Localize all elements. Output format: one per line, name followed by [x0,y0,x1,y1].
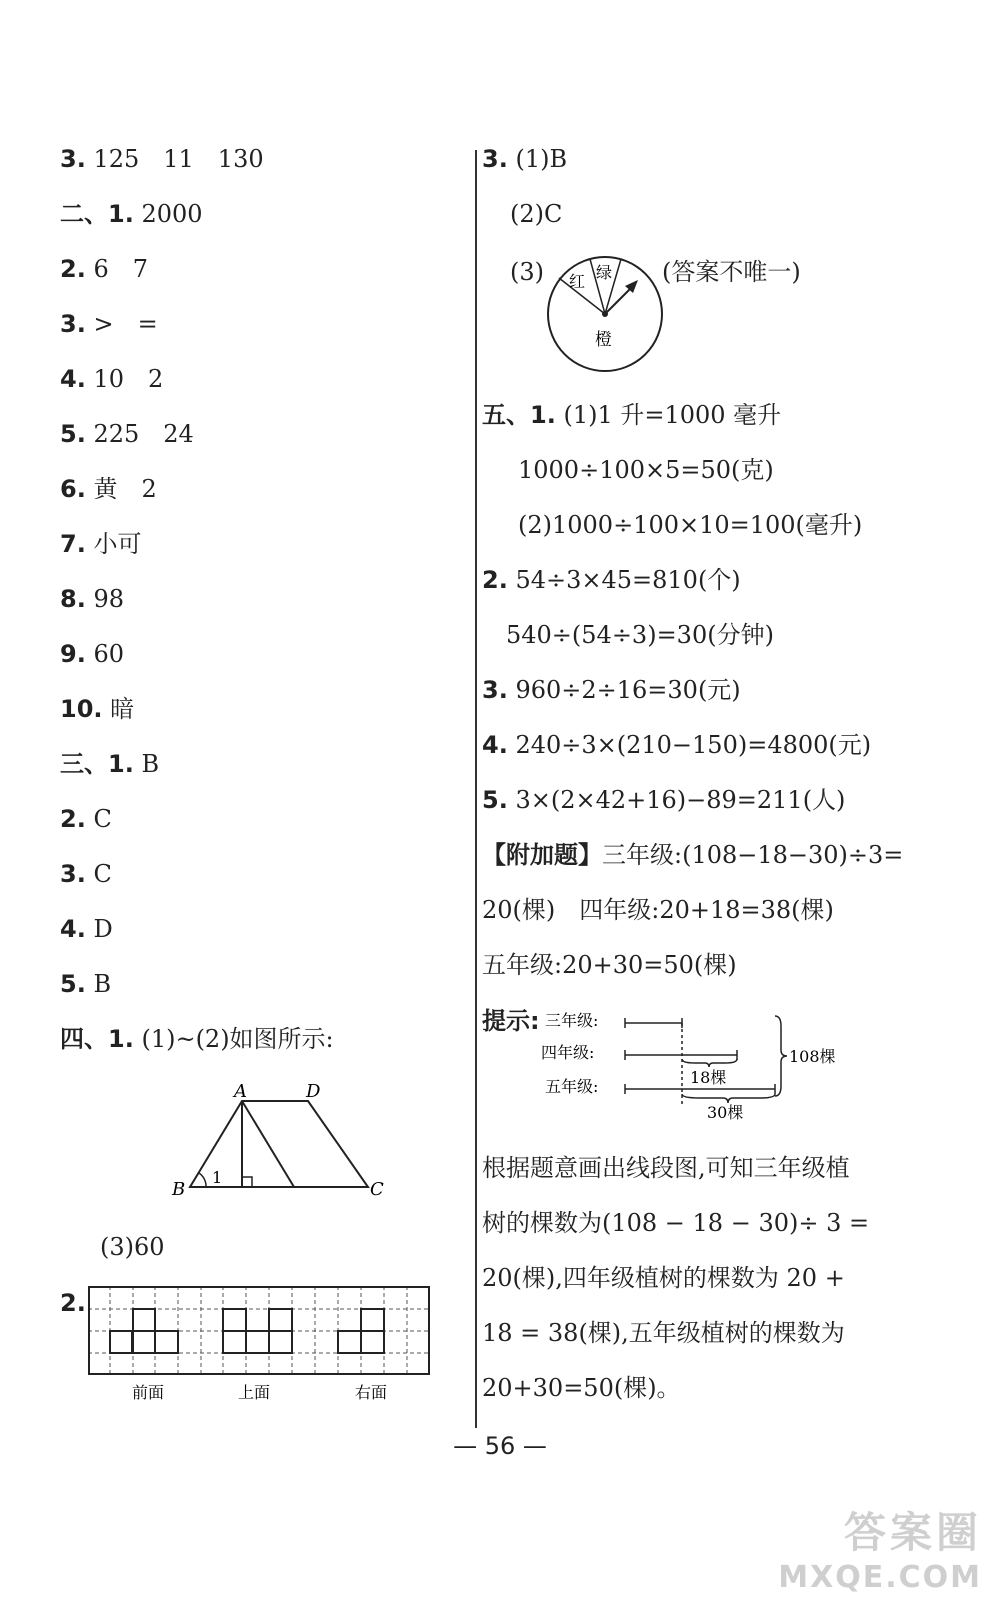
question-number: 2. [60,1289,86,1317]
answer-line: 1000÷100×5=50(克) [518,456,774,484]
explanation-line: 树的棵数为(108 − 18 − 30)÷ 3 = [482,1209,870,1237]
view-label-front: 前面 [132,1383,165,1402]
view-label-top: 上面 [238,1383,271,1402]
answer-line: 五年级:20+30=50(棵) [482,951,737,979]
answer-line: 9. 60 [60,640,124,668]
hint-row-grade4: 四年级: [541,1043,595,1062]
watermark-text: 答案圈 [843,1508,982,1557]
hint-row-grade3: 三年级: [545,1011,599,1030]
explanation-line: 20+30=50(棵)。 [482,1374,681,1402]
answer-line: 3. 960÷2÷16=30(元) [482,676,741,704]
answer-line: 5. 225 24 [60,420,194,448]
sector-red-label: 红 [569,272,586,291]
answer-line: 4. 240÷3×(210−150)=4800(元) [482,731,872,759]
answer-line: (2)C [510,200,563,228]
answer-line: 540÷(54÷3)=30(分钟) [506,621,774,649]
explanation-line: 根据题意画出线段图,可知三年级植 [482,1154,850,1182]
answer-line: (3)60 [100,1233,165,1261]
answer-line: 5. B [60,970,112,998]
label-c: C [370,1179,384,1200]
extra-tag: 【附加题】 [482,840,602,869]
answer-line: (2)1000÷100×10=100(毫升) [518,511,863,539]
answer-line: 8. 98 [60,585,124,613]
label-d: D [306,1081,321,1102]
answer-line: 2. C [60,805,112,833]
three-views-grid [88,1286,433,1404]
segment-diagram [535,1006,855,1124]
answer-line: 5. 3×(2×42+16)−89=211(人) [482,786,846,814]
answer-line: 2. 6 7 [60,255,148,283]
spinner-diagram [545,253,665,378]
trapezoid-diagram [160,1075,420,1215]
answer-line: 4. D [60,915,113,943]
answer-line: 7. 小可 [60,530,142,558]
answer-line: 四、1. (1)~(2)如图所示: [60,1025,334,1053]
watermark-url: MXQE.COM [778,1560,982,1595]
watermark [778,1500,982,1595]
answer-line: 二、1. 2000 [60,200,203,228]
hint-tag: 提示: [482,1007,540,1035]
answer-line: 3. C [60,860,112,888]
answer-line: 10. 暗 [60,695,135,723]
hint-30-label: 30棵 [707,1103,744,1122]
answer-line: 三、1. B [60,750,160,778]
column-divider [475,150,477,1428]
answer-line: 3. 125 11 130 [60,145,264,173]
answer-line: (3) [510,258,544,286]
answer-line: 20(棵) 四年级:20+18=38(棵) [482,896,834,924]
extra-question-line: 【附加题】三年级:(108−18−30)÷3= [482,840,904,869]
answer-line: 2. 54÷3×45=810(个) [482,566,741,594]
answer-line: 3. (1)B [482,145,568,173]
page-number: — 56 — [453,1432,547,1460]
hint-row-grade5: 五年级: [545,1077,599,1096]
answer-line: 6. 黄 2 [60,475,157,503]
hint-108-label: 108棵 [789,1047,836,1066]
label-b: B [172,1179,186,1200]
answer-line: 五、1. (1)1 升=1000 毫升 [482,401,782,429]
label-a: A [234,1081,247,1102]
hint-18-label: 18棵 [690,1068,727,1087]
angle-label: 1 [212,1168,223,1187]
explanation-line: 20(棵),四年级植树的棵数为 20 + [482,1264,845,1292]
sector-orange-label: 橙 [595,330,612,350]
explanation-line: 18 = 38(棵),五年级植树的棵数为 [482,1319,845,1347]
sector-green-label: 绿 [596,263,613,282]
spinner-note: (答案不唯一) [662,258,801,286]
answer-line: 3. > = [60,310,158,338]
answer-line: 4. 10 2 [60,365,164,393]
view-label-right: 右面 [355,1383,388,1402]
